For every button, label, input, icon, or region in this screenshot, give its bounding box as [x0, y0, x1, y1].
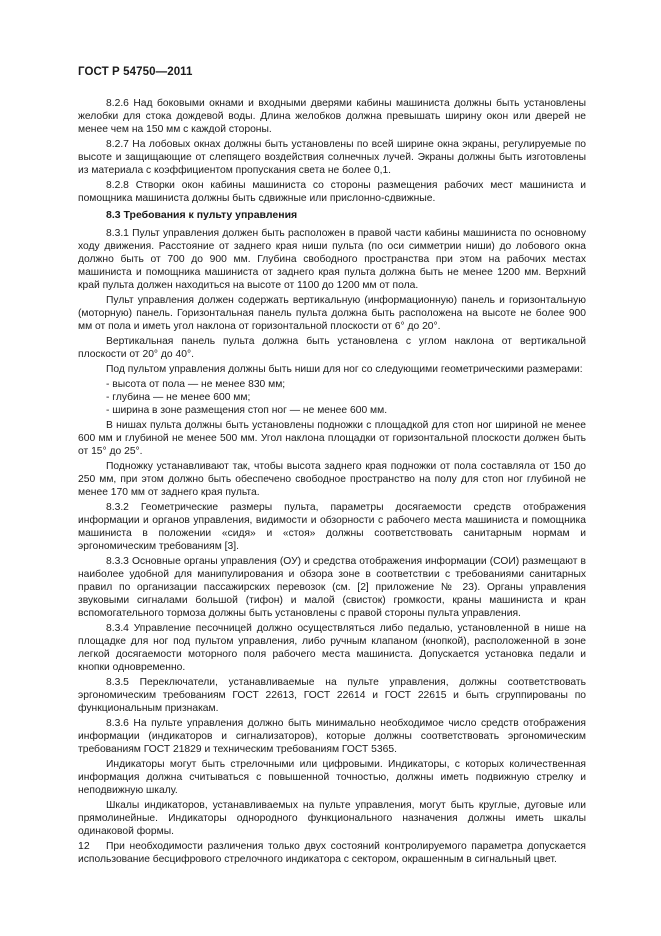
paragraph: 8.3.3 Основные органы управления (ОУ) и средства отображения информации (СОИ) размещают в наиболее удобной для манипулирования и обзора зоне в соответствии с требованиями санитарных правил по организации пассажирских перевозок (см. [2] приложение № 23). Органы управления звуковыми сигналами большой (тифон) и малой (свисток) громкости, краны машиниста и кран вспомогательного тормоза должны быть установлены с правой стороны пульта управления. [78, 556, 586, 619]
paragraph: 8.2.6 Над боковыми окнами и входными дверями кабины машиниста должны быть установлены желобки для стока дождевой воды. Длина желобков должна превышать ширину окон или дверей не менее чем на 150 мм с каждой стороны. [78, 98, 586, 135]
bullet-list [78, 378, 586, 417]
section-heading: 8.3 Требования к пульту управления [106, 209, 298, 221]
document-header: ГОСТ Р 54750—2011 [78, 66, 193, 78]
paragraph: 8.3.4 Управление песочницей должно осуществляться либо педалью, установленной в нише на площадке для ног под пультом управления, либо ручным клапаном (кнопкой), расположенной в зоне легкой досягаемости моторного поля рабочего места машиниста. Допускается установка педали и кнопки одновременно. [78, 623, 586, 673]
document-body [78, 97, 586, 868]
list-item: - высота от пола — не менее 830 мм; [106, 378, 586, 391]
paragraph: 8.3.2 Геометрические размеры пульта, параметры досягаемости средств отображения информации и органов управления, видимости и обзорности с рабочего места машиниста и помощника машиниста в положении «сидя» и «стоя» должны соответствовать санитарным нормам и эргономическим требованиям [3]. [78, 502, 586, 552]
paragraph: В нишах пульта должны быть установлены подножки с площадкой для стоп ног шириной не менее 600 мм и глубиной не менее 500 мм. Угол наклона площадки от горизонтальной плоскости должен быть от 15° до 25°. [78, 420, 586, 457]
paragraph: 8.3.5 Переключатели, устанавливаемые на пульте управления, должны соответствовать эргономическим требованиям ГОСТ 22613, ГОСТ 22614 и ГОСТ 22615 и быть сгруппированы по функциональным признакам. [78, 677, 586, 714]
page-number: 12 [78, 840, 90, 852]
list-item: - глубина — не менее 600 мм; [106, 391, 586, 404]
paragraph: Индикаторы могут быть стрелочными или цифровыми. Индикаторы, с которых количественная информация должна считываться с повышенной точностью, должны иметь подвижную стрелку и неподвижную шкалу. [78, 759, 586, 796]
paragraph: Шкалы индикаторов, устанавливаемых на пульте управления, могут быть круглые, дуговые или прямолинейные. Индикаторы однородного функционального назначения должны иметь шкалы одинаковой формы. [78, 800, 586, 837]
list-item: - ширина в зоне размещения стоп ног — не менее 600 мм. [106, 404, 586, 417]
paragraph: 8.2.8 Створки окон кабины машиниста со стороны размещения рабочих мест машиниста и помощника машиниста должны быть сдвижные или прислонно-сдвижные. [78, 180, 586, 204]
paragraph: 8.3.1 Пульт управления должен быть расположен в правой части кабины машиниста по основному ходу движения. Расстояние от заднего края ниши пульта (по оси симметрии ниши) до лобового окна должно быть от 700 до 900 мм. Глубина свободного пространства при этом на рабочих местах машиниста и помощника машиниста от заднего края пульта должна быть не менее 1200 мм. Верхний край пульта должен находиться на высоте от 1100 до 1200 мм от пола. [78, 228, 586, 291]
paragraph: 8.3.6 На пульте управления должно быть минимально необходимое число средств отображения информации (индикаторов и сигнализаторов), которые должны соответствовать эргономическим требованиям ГОСТ 21829 и техническим требованиям ГОСТ 5365. [78, 718, 586, 755]
paragraph: Пульт управления должен содержать вертикальную (информационную) панель и горизонтальную (моторную) панель. Горизонтальная панель пульта должна быть расположена на высоте не более 900 мм от пола и иметь угол наклона от горизонтальной плоскости от 6° до 20°. [78, 295, 586, 332]
paragraph: Под пультом управления должны быть ниши для ног со следующими геометрическими размерами: [106, 364, 583, 375]
paragraph: Вертикальная панель пульта должна быть установлена с углом наклона от вертикальной плоскости от 20° до 40°. [78, 336, 586, 360]
paragraph: 8.2.7 На лобовых окнах должны быть установлены по всей ширине окна экраны, регулируемые по высоте и защищающие от слепящего воздействия солнечных лучей. Экраны должны быть изготовлены из материала с коэффициентом пропускания света не более 0,1. [78, 139, 586, 176]
paragraph: Подножку устанавливают так, чтобы высота заднего края подножки от пола составляла от 150 до 250 мм, при этом должно быть обеспечено свободное пространство на полу для стоп ног глубиной не менее 170 мм от заднего края пульта. [78, 461, 586, 498]
paragraph: При необходимости различения только двух состояний контролируемого параметра допускается использование бесцифрового стрелочного индикатора с сектором, окрашенным в сигнальный цвет. [78, 841, 586, 865]
